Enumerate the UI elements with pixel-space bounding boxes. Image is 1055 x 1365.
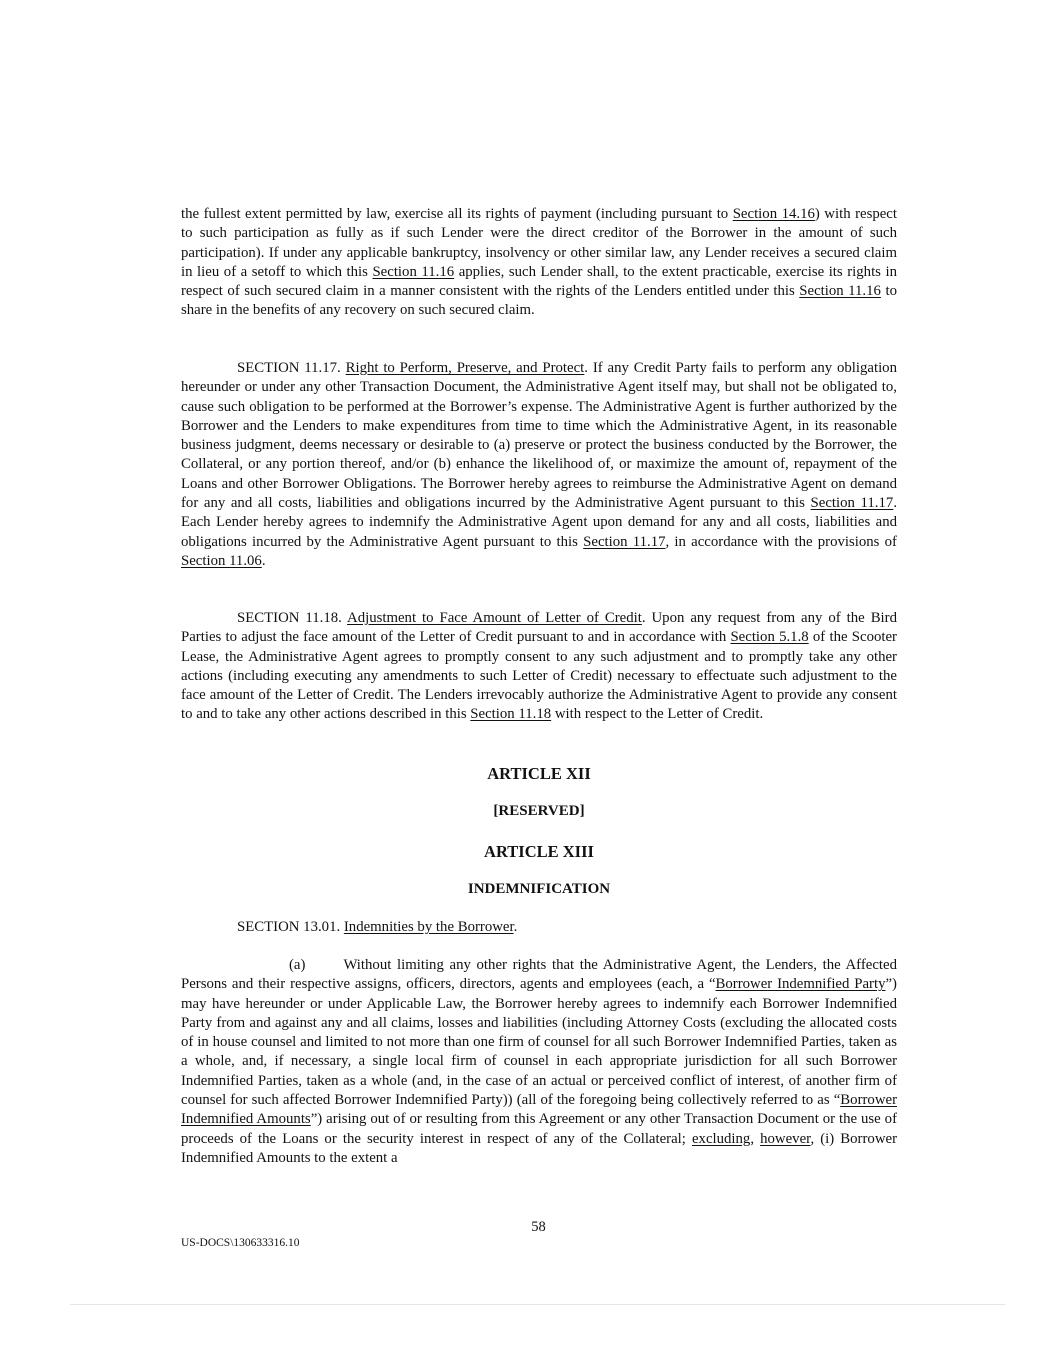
paragraph-text: of the Scooter Lease, the Administrative Agent agrees to promptly consent to any such adjustment and to promptly take any other actions (including executing any amendments to such Letter of Credit) necessary to effectuate such adjustment to the face amount of the Letter of Credit. The Lenders irrevocably authorize the Administrative Agent to provide any consent to and to take any other actions described in this xyxy=(181,629,897,723)
section-reference-11-06: Section 11.06 xyxy=(181,552,262,569)
section-title: Indemnities by the Borrower xyxy=(343,919,514,935)
paragraph-text: to share in the benefits of any recovery on such secured claim. xyxy=(181,283,897,319)
paragraph-text: . xyxy=(513,919,518,935)
page-number: 58 xyxy=(531,1219,546,1235)
paragraph-text: . Upon any request from any of the Bird Parties to adjust the face amount of the Letter of Credit pursuant to and in accordance with xyxy=(181,610,897,646)
section-number: SECTION 13.01. xyxy=(237,919,344,935)
page-bottom-divider xyxy=(70,1304,1005,1305)
section-13-01-heading xyxy=(181,918,897,937)
paragraph-text: the fullest extent permitted by law, exercise all its rights of payment (including pursuant to xyxy=(181,206,733,222)
paragraph-a xyxy=(181,956,897,1168)
paragraph-text: with respect to the Letter of Credit. xyxy=(551,706,764,723)
paragraph-text: Without limiting any other rights that the Administrative Agent, the Lenders, the Affected Persons and their respective assigns, officers, directors, agents and employees (each, a “ xyxy=(181,957,897,993)
section-reference-11-18: Section 11.18 xyxy=(470,706,552,723)
paragraph-text: , in accordance with the provisions of xyxy=(665,533,897,550)
article-xiii-heading: ARTICLE XIII xyxy=(484,842,594,861)
section-reference-11-16: Section 11.16 xyxy=(372,263,455,280)
paragraph-text: ”) arising out of or resulting from this Agreement or any other Transaction Document or the use of proceeds of the Loans or the security interest in respect of any of the Collateral; xyxy=(181,1111,897,1147)
defined-term: Borrower Indemnified Party xyxy=(715,976,886,993)
section-title: Right to Perform, Preserve, and Protect xyxy=(345,360,585,376)
section-number: SECTION 11.18. xyxy=(237,610,348,626)
reserved-heading: [RESERVED] xyxy=(493,803,585,819)
paragraph-text: , (i) Borrower Indemnified Amounts to the extent a xyxy=(181,1130,897,1166)
section-reference-11-17: Section 11.17 xyxy=(810,495,894,512)
article-xii-heading: ARTICLE XII xyxy=(487,764,591,783)
section-11-18 xyxy=(181,609,897,725)
paragraph-text: ”) may have hereunder or under Applicable Law, the Borrower hereby agrees to indemnify each Borrower Indemnified Party from and against any and all claims, losses and liabilities (including Attorney Costs (excluding the allocated costs of in house counsel and limited to not more than one firm of counsel for all such Borrower Indemnified Parties, taken as a whole, and, if necessary, a single local firm of counsel in each appropriate jurisdiction for all such Borrower Indemnified Parties, taken as a whole (and, in the case of an actual or perceived conflict of interest, of another firm of counsel for such affected Borrower Indemnified Party)) (all of the foregoing being collectively referred to as “ xyxy=(181,976,897,1109)
document-id: US-DOCS\130633316.10 xyxy=(181,1237,300,1249)
indemnification-heading: INDEMNIFICATION xyxy=(467,881,611,897)
paragraph-text: , xyxy=(750,1130,761,1147)
section-11-17 xyxy=(181,359,897,571)
section-reference-5-1-8: Section 5.1.8 xyxy=(730,629,809,646)
section-number: SECTION 11.17. xyxy=(237,360,346,376)
paragraph-text: . If any Credit Party fails to perform any obligation hereunder or under any other Transaction Document, the Administrative Agent itself may, but shall not be obligated to, cause such obligation to be performed at the Borrower’s expense. The Administrative Agent is further authorized by the Borrower and the Lenders to make expenditures from time to time which the Administrative Agent, in its reasonable business judgment, deems necessary or desirable to (a) preserve or protect the business conducted by the Borrower, the Collateral, or any portion thereof, and/or (b) enhance the likelihood of, or maximize the amount of, repayment of the Loans and other Borrower Obligations. The Borrower hereby agrees to reimburse the Administrative Agent on demand for any and all costs, liabilities and obligations incurred by the Administrative Agent pursuant to this xyxy=(181,360,897,512)
paragraph-text: applies, such Lender shall, to the extent practicable, exercise its rights in respect of such secured claim in a manner consistent with the rights of the Lenders entitled under this xyxy=(181,263,897,300)
section-reference-11-17: Section 11.17 xyxy=(583,533,666,550)
section-title: Adjustment to Face Amount of Letter of Credit xyxy=(347,610,642,626)
paragraph-text: . xyxy=(261,552,266,569)
emphasis-term: however xyxy=(760,1130,811,1147)
clause-label: (a) xyxy=(289,957,306,973)
section-reference-14-16: Section 14.16 xyxy=(732,206,815,222)
section-reference-11-16: Section 11.16 xyxy=(799,283,881,300)
paragraph-text: ) with respect to such participation as fully as if such Lender were the direct creditor of the Borrower in the amount of such participation). If under any applicable bankruptcy, insolvency or other similar law, any Lender receives a secured claim in lieu of a setoff to which this xyxy=(181,206,897,280)
paragraph-text: . Each Lender hereby agrees to indemnify the Administrative Agent upon demand for any and all costs, liabilities and obligations incurred by the Administrative Agent pursuant to this xyxy=(181,495,898,550)
defined-term: Borrower Indemnified Amounts xyxy=(181,1092,897,1128)
emphasis-term: excluding xyxy=(691,1130,751,1147)
paragraph-continuation xyxy=(181,205,897,321)
